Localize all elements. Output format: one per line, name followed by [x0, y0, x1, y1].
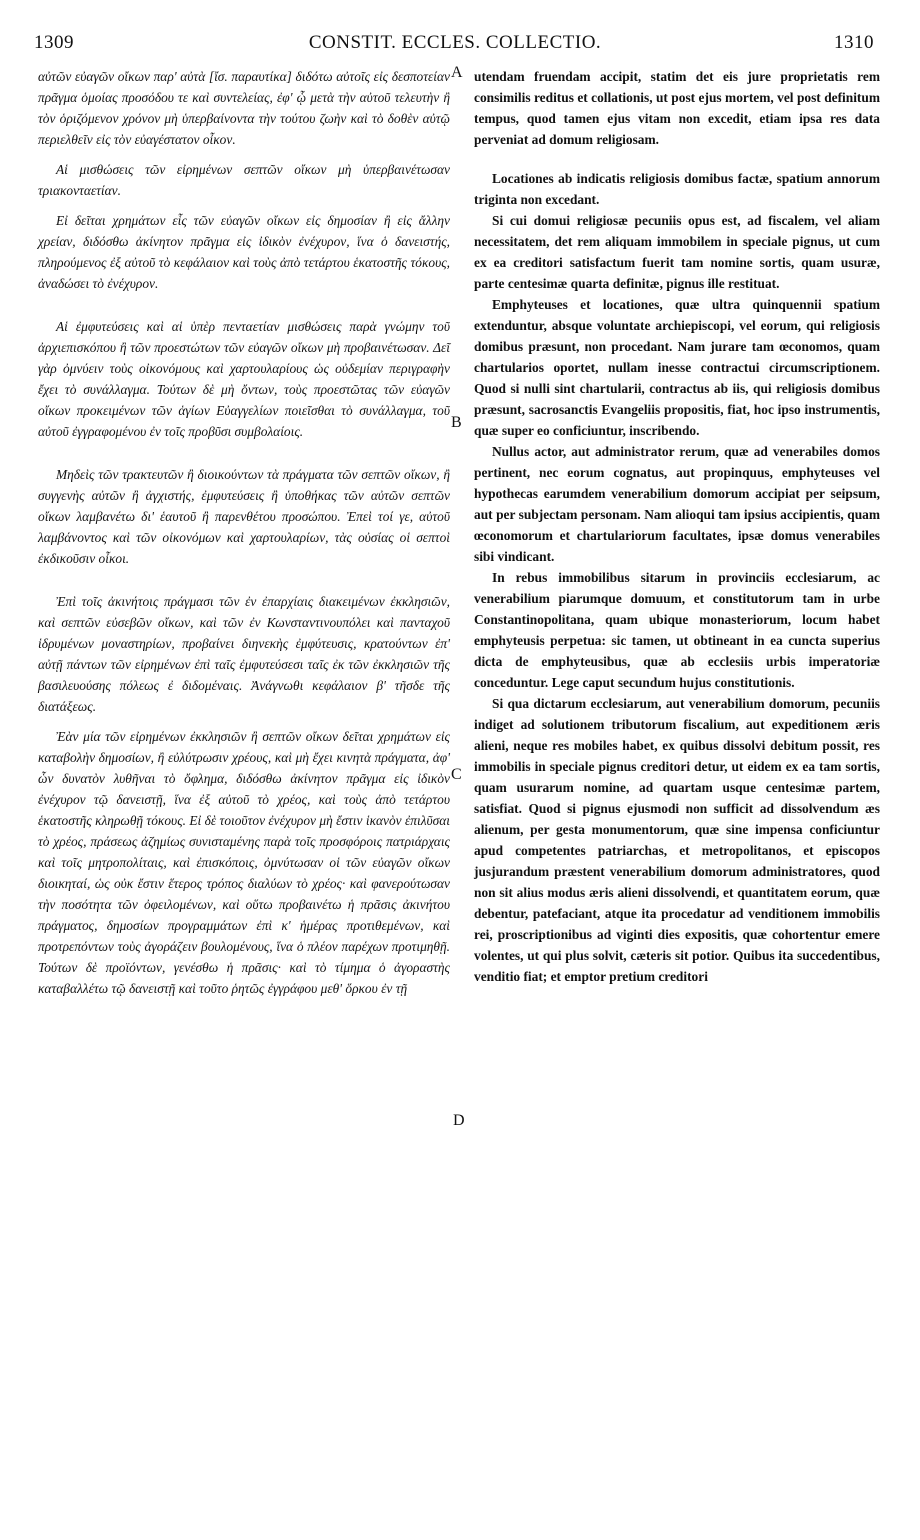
greek-column [38, 66, 450, 999]
greek-paragraph: Ἐπὶ τοῖς ἀκινήτοις πράγμασι τῶν ἐν ἐπαρχίαις διακειμένων ἐκκλησιῶν, καὶ σεπτῶν εὐσεβῶν οἴκων, καὶ τῶν ἐν Κωνσταντινουπόλει καὶ πανταχοῦ ἱδρυμένων μοναστηρίων, προβαίνει διηνεκὴς ἐμφύτευσις, κρατούντων ἐπ' αὐτῇ πάντων τῶν εἰρημένων ἐπὶ ταῖς ἐμφυτεύσεσι ταῖς ἐκ τῶν ἐκκλησιῶν τῆς βασιλευούσης πόλεως ἐ διδομέναις. Ἀνάγνωθι κεφάλαιον β' τῆσδε τῆς διατάξεως. [38, 594, 450, 714]
margin-marker-c: C [451, 766, 462, 783]
latin-paragraph: Si cui domui religiosæ pecuniis opus est, ad fiscalem, vel aliam necessitatem, det rem aliquam immobilem in speciale pignus, ut cum ex ea creditori satisfactum fuerit tam nomine sortis, quam usuræ, parte centesimæ quarta definitæ, pignus ille restituat. [474, 213, 880, 291]
page-number-left: 1309 [34, 32, 74, 53]
running-title: CONSTIT. ECCLES. COLLECTIO. [308, 32, 602, 53]
page-number-right: 1310 [834, 32, 874, 53]
margin-marker-b: B [451, 414, 462, 431]
page-header [30, 32, 880, 58]
latin-paragraph: Si qua dictarum ecclesiarum, aut venerabilium domorum, pecuniis indiget ad solutionem tributorum fiscalium, aut expeditionem æris alieni, neque res mobiles habet, ex quibus dissolvi debitum possit, res immobilis in speciale pignus creditori detur, ut eidem ex ea tam sortis, quam usurarum nomine, ad quartam usque centesimæ partem, satisfiat. Quod si pignus ejusmodi non sufficit ad dissolvendum æs alienum, per gesta monumentorum, quæ sine impensa conficiuntur apud competentes patriarchas, et metropolitanos, et episcopos jusjurandum præstent venerabilium domorum administratores, quod non sit alius modus æris alieni dissolvendi, et quantitatem eorum, quæ debentur, patefaciant, atque ita procedatur ad venditionem immobilis rei, proscriptionibus ad viginti dies expositis, quæ cohortentur emere volentes, ut qui plus solvit, cæteris sit potior. Quibus ita succedentibus, venditio fiat; et emptor pretium creditori [474, 696, 880, 984]
greek-paragraph: Μηδεὶς τῶν τρακτευτῶν ἢ διοικούντων τὰ πράγματα τῶν σεπτῶν οἴκων, ἢ συγγενὴς αὐτῶν ἢ ἀγχιστής, ἐμφυτεύσεις ἢ ὑποθήκας τῶν αὐτῶν σεπτῶν οἴκων λαμβανέτω δι' ἑαυτοῦ ἢ παρενθέτου προσώπου. Ἐπεὶ τοί γε, αὐτοῦ λαμβάνοντος καὶ τῶν οἰκονόμων καὶ χαρτουλαρίων, τὰς οὐσίας οἱ σεπτοὶ ἐκδικοῦσιν οἶκοι. [38, 467, 450, 566]
greek-paragraph: Ἐὰν μία τῶν εἰρημένων ἐκκλησιῶν ἢ σεπτῶν οἴκων δεῖται χρημάτων εἰς καταβολὴν δημοσίων, ἢ εὐλύτρωσιν χρέους, καὶ μὴ ἔχει κινητὰ πράγματα, ἀφ' ὧν δυνατὸν λυθῆναι τὸ ὄφλημα, διδόσθω ἀκίνητον πρᾶγμα εἰς ἰδικὸν ἐνέχυρον τῷ δανειστῇ, ἵνα ἐξ αὐτοῦ τὸ χρέος, καὶ τοὺς ἀπὸ τετάρτου ἑκατοστῆς κληρωθῇ τόκους. Εἰ δὲ τοιοῦτον ἐνέχυρον μὴ ἔστιν ἱκανὸν ἐπιλῦσαι τὸ χρέος, πράσεως ἀζημίως συνισταμένης παρὰ τοῖς προσφόροις πατριάρχαις καὶ τοῖς μητροπολίταις, καὶ ἐπισκόποις, ὀμνύτωσαν οἱ τῶν εὐαγῶν οἴκων διοικηταί, ὡς οὐκ ἔστιν ἕτερος τρόπος διαλύων τὸ χρέος· καὶ φανερούτωσαν τὴν ποσότητα τῶν ὀφειλομένων, καὶ οὕτω προβαινέτω ἡ πρᾶσις ἀκινήτου πράγματος, δημοσίων προγραμμάτων ἐπὶ κ' ἡμέρας προτιθεμένων, καὶ προτρεπόντων τοὺς ἀγοράζειν βουλομένους, ἵνα ὁ πλέον παρέχων προτιμηθῇ. Τούτων δὲ προϊόντων, γενέσθω ἡ πρᾶσις· καὶ τὸ τίμημα ὁ ἀγοραστὴς καταβαλλέτω τῷ δανειστῇ καὶ τοῦτο ῥητῶς ἐγγράφου μεθ' ὅρκου ἐν τῇ [38, 729, 450, 996]
latin-column [474, 66, 880, 987]
latin-paragraph: utendam fruendam accipit, statim det eis jure proprietatis rem consimilis reditus et collationis, ut post ejus mortem, vel post definitum tempus, quod tamen ejus vitam non excedit, etiam ipsa res data perveniat ad domum religiosam. [474, 69, 880, 147]
latin-paragraph: Emphyteuses et locationes, quæ ultra quinquennii spatium extenduntur, absque voluntate archiepiscopi, vel eorum, qui religiosis domibus præsunt, non procedant. Nam jurare tam œconomos, quam chartularios oportet, nullam inesse contractui circumscriptionem. Quod si nulli sint chartularii, contractus ab iis, qui religiosis domibus præsunt, sacrosanctis Evangeliis propositis, fiat, hoc ipso instrumentis, quæ super eo conficiuntur, inscribendo. [474, 297, 880, 438]
latin-paragraph: Nullus actor, aut administrator rerum, quæ ad venerabiles domos pertinent, nec eorum cognatus, aut propinquus, emphyteuses vel hypothecas earumdem venerabilium domorum accipiat per seipsum, aut per subjectam personam. Nam alioqui tam ipsius accipientis, quam œconomorum et chartulariorum facultates, ipsæ domus venerabiles sibi vindicant. [474, 444, 880, 564]
greek-paragraph: Αἱ μισθώσεις τῶν εἰρημένων σεπτῶν οἴκων μὴ ὑπερβαινέτωσαν τριακονταετίαν. [38, 162, 450, 198]
latin-paragraph: Locationes ab indicatis religiosis domibus factæ, spatium annorum triginta non excedant. [474, 171, 880, 207]
latin-paragraph: In rebus immobilibus sitarum in provinciis ecclesiarum, ac venerabilium piarumque domuum, et constitutorum tam in urbe Constantinopolitana, quam ubique monasteriorum, locum habet emphyteusis perpetua: sic tamen, ut obtineant in ea cuncta superius dicta de emphyteusibus, quæ ab ecclesiis urbis imperatoriæ conceduntur. Lege caput secundum hujus constitutionis. [474, 570, 880, 690]
greek-paragraph: Εἰ δεῖται χρημάτων εἷς τῶν εὐαγῶν οἴκων εἰς δημοσίαν ἢ εἰς ἄλλην χρείαν, διδόσθω ἀκίνητον πρᾶγμα εἰς ἰδικὸν ἐνέχυρον, ἵνα ὁ δανειστής, πληρούμενος ἐξ αὐτοῦ τὸ κεφάλαιον καὶ τοὺς ἀπὸ τετάρτου ἑκατοστῆς τόκους, ἀναδώσει τὸ ἐνέχυρον. [38, 213, 450, 291]
margin-marker-d: D [453, 1112, 465, 1129]
greek-paragraph: αὐτῶν εὐαγῶν οἴκων παρ' αὐτὰ [ἴσ. παραυτίκα] διδότω αὐτοῖς εἰς δεσποτείαν πρᾶγμα ὁμοίας προσόδου τε καὶ συντελείας, ἐφ' ᾧ μετὰ τὴν αὐτοῦ τελευτὴν ἢ τὸν ὁριζόμενον χρόνον μὴ ὑπερβαίνοντα τὴν τούτου ζωὴν καὶ τὸ δοθὲν αὐτῷ περιελθεῖν εἰς τὸν εὐαγέστατον οἶκον. [38, 69, 450, 147]
margin-marker-a: A [451, 64, 463, 81]
greek-paragraph: Αἱ ἐμφυτεύσεις καὶ αἱ ὑπὲρ πενταετίαν μισθώσεις παρὰ γνώμην τοῦ ἀρχιεπισκόπου ἢ τῶν προεστώτων τῶν εὐαγῶν οἴκων μὴ προβαινέτωσαν. Δεῖ γὰρ ὀμνύειν τοὺς οἰκονόμους καὶ χαρτουλαρίους ὡς οὐδεμίαν περιγραφὴν ἔχει τὸ συνάλλαγμα. Τούτων δὲ μὴ ὄντων, τοὺς προεστῶτας τῶν εὐαγῶν οἴκων προκειμένων τῶν ἁγίων Εὐαγγελίων ποιεῖσθαι τὸ συνάλλαγμα, τοῦ αὐτοῦ ἐγγραφομένου ἐν τοῖς προβῦσι συμβολαίοις. [38, 319, 450, 439]
